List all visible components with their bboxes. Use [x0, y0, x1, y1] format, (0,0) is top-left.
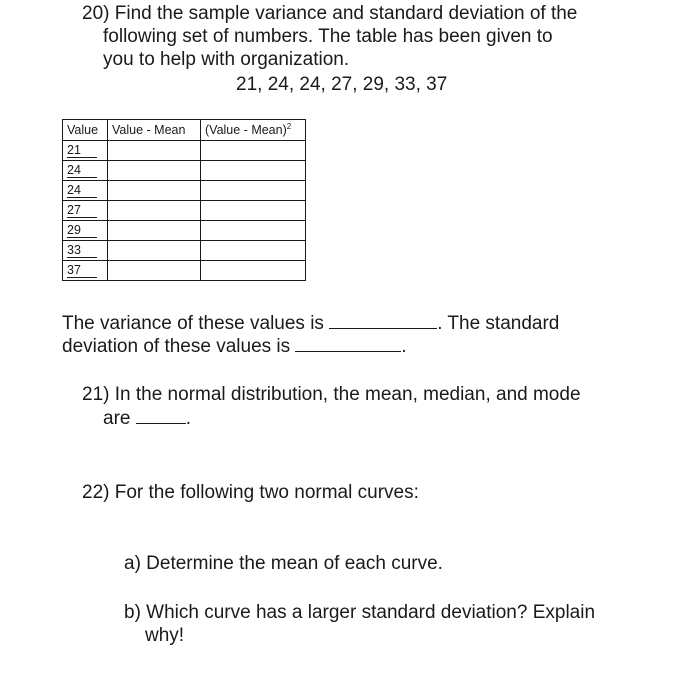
variance-prompt-tail: . The standard: [437, 313, 560, 334]
squared-deviation-cell[interactable]: [201, 161, 306, 181]
q20-line-3: you to help with organization.: [103, 49, 350, 70]
value-text: 37: [67, 264, 97, 278]
q21-line-2: [103, 406, 191, 431]
value-text: 33: [67, 244, 97, 258]
value-minus-mean-cell[interactable]: [108, 201, 201, 221]
squared-deviation-cell[interactable]: [201, 201, 306, 221]
value-cell: [63, 141, 108, 161]
squared-deviation-cell[interactable]: [201, 221, 306, 241]
std-dev-answer-blank[interactable]: [295, 334, 401, 352]
value-cell: [63, 181, 108, 201]
variance-answer-line: [62, 311, 559, 336]
value-cell: [63, 201, 108, 221]
std-dev-prompt-tail: .: [401, 336, 407, 357]
value-minus-mean-cell[interactable]: [108, 181, 201, 201]
table-row: [63, 221, 306, 241]
value-text: 24: [67, 184, 97, 198]
q20-line-2: following set of numbers. The table has been given to: [103, 26, 553, 47]
header-squared-deviation: [201, 120, 306, 141]
value-minus-mean-cell[interactable]: [108, 221, 201, 241]
std-dev-answer-line: [62, 334, 407, 359]
q21-answer-blank[interactable]: [136, 406, 186, 424]
table-row: [63, 141, 306, 161]
q21-prompt-tail: .: [185, 408, 192, 429]
table-row: [63, 161, 306, 181]
header-value-minus-mean: Value - Mean: [108, 120, 201, 141]
squared-deviation-cell[interactable]: [201, 181, 306, 201]
table-row: [63, 201, 306, 221]
q20-number-set: 21, 24, 24, 27, 29, 33, 37: [236, 74, 448, 95]
value-text: 24: [67, 164, 97, 178]
variance-answer-blank[interactable]: [329, 311, 437, 329]
header-squared-deviation-label: (Value - Mean): [205, 123, 287, 137]
value-minus-mean-cell[interactable]: [108, 241, 201, 261]
q20-line-1: 20) Find the sample variance and standard deviation of the: [82, 3, 578, 24]
value-cell: [63, 221, 108, 241]
variance-worksheet-table: [62, 119, 306, 281]
q22-part-a: a) Determine the mean of each curve.: [124, 553, 443, 574]
value-cell: [63, 261, 108, 281]
table-row: [63, 261, 306, 281]
q22-part-b-line-1: b) Which curve has a larger standard deviation? Explain: [124, 602, 596, 623]
table-header-row: [63, 120, 306, 141]
variance-prompt: The variance of these values is: [62, 313, 324, 334]
value-minus-mean-cell[interactable]: [108, 161, 201, 181]
value-minus-mean-cell[interactable]: [108, 261, 201, 281]
value-minus-mean-cell[interactable]: [108, 141, 201, 161]
squared-deviation-cell[interactable]: [201, 241, 306, 261]
header-squared-exponent: 2: [286, 121, 292, 131]
table-row: [63, 241, 306, 261]
q22-line-1: 22) For the following two normal curves:: [82, 482, 419, 503]
q21-prompt: are: [103, 408, 131, 429]
value-text: 29: [67, 224, 97, 238]
value-text: 27: [67, 204, 97, 218]
value-text: 21: [67, 144, 97, 158]
value-cell: [63, 241, 108, 261]
table-row: [63, 181, 306, 201]
value-cell: [63, 161, 108, 181]
std-dev-prompt: deviation of these values is: [62, 336, 291, 357]
q21-line-1: 21) In the normal distribution, the mean, median, and mode: [82, 384, 581, 405]
squared-deviation-cell[interactable]: [201, 141, 306, 161]
header-value: Value: [63, 120, 108, 141]
q22-part-b-line-2: why!: [145, 625, 185, 646]
squared-deviation-cell[interactable]: [201, 261, 306, 281]
